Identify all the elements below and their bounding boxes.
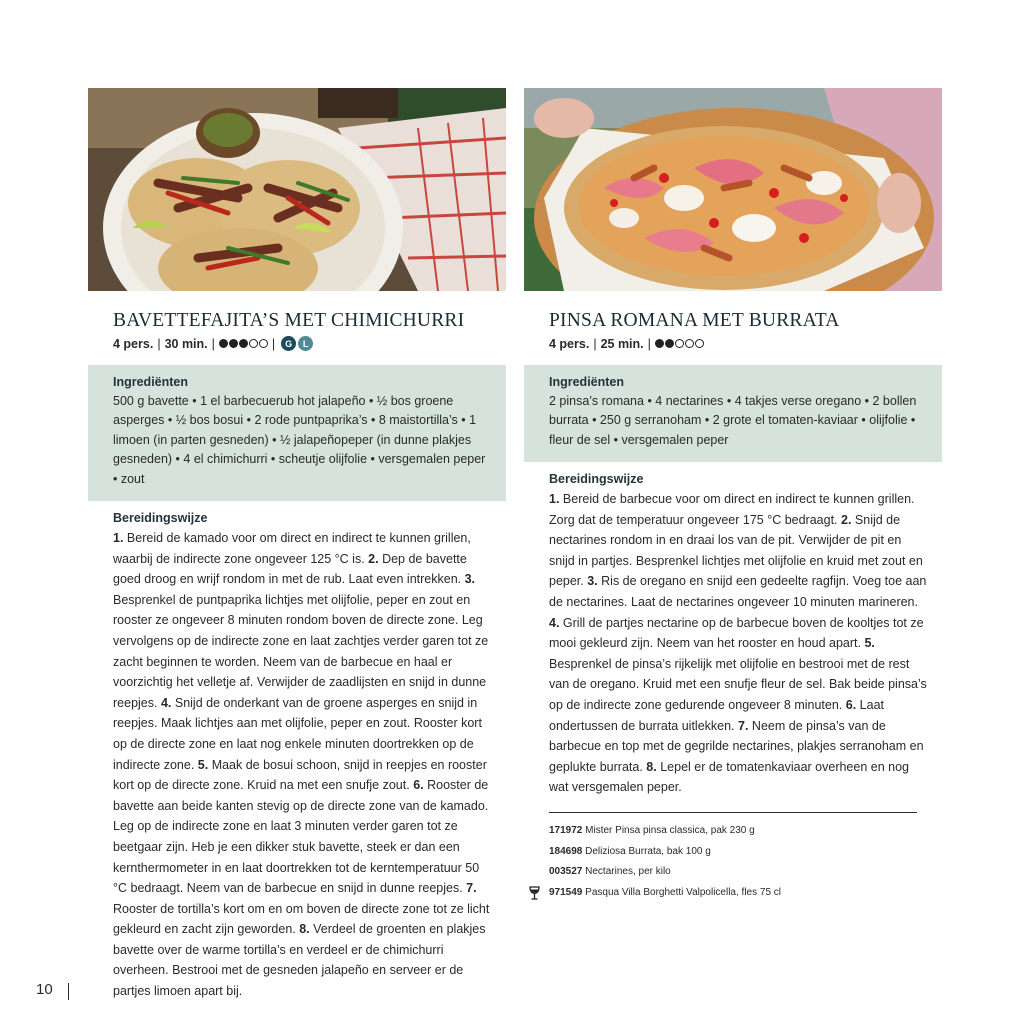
separator: |: [211, 336, 215, 351]
recipe-left: [88, 88, 506, 1002]
difficulty-dot-filled: [655, 339, 664, 348]
difficulty-dot-empty: [685, 339, 694, 348]
recipe-meta: [549, 336, 942, 352]
step-number: 3.: [587, 574, 598, 589]
step-text: Ris de oregano en snijd een gedeelte ragfijn. Voeg toe aan de nectarines. Laat de nectarines ongeveer 10 minuten marineren.: [549, 574, 927, 609]
preparation-steps: [549, 489, 930, 798]
step-text: Maak de bosui schoon, snijd in reepjes en rooster kort op de directe zone. Kruid na met een snufje zout.: [113, 757, 487, 793]
fajita-photo: [88, 88, 506, 291]
step-number: 5.: [864, 636, 875, 651]
product-code: 184698: [549, 845, 583, 857]
servings: 4 pers.: [549, 336, 590, 351]
recipe-meta: [113, 336, 506, 352]
separator: |: [647, 336, 651, 351]
page-number-divider: [68, 983, 69, 1000]
step-text: Bereid de kamado voor om direct en indirect te kunnen grillen, waarbij de indirecte zone ongeveer 125 °C is.: [113, 531, 471, 566]
product-code: 171972: [549, 824, 583, 836]
difficulty-rating: [219, 339, 268, 348]
step-number: 1.: [549, 492, 560, 506]
pinsa-photo-illustration: [524, 88, 942, 291]
product-code: 003527: [549, 866, 583, 878]
step-text: Grill de partjes nectarine op de barbecue boven de kooltjes tot ze mooi gekleurd zijn. Neem van het rooster en houd apart.: [549, 615, 924, 651]
difficulty-dot-empty: [675, 339, 684, 348]
preparation-heading: Bereidingswijze: [113, 511, 208, 525]
step-text: Lepel er de tomatenkaviaar overheen en nog wat versgemalen peper.: [549, 759, 909, 795]
lactose-free-tag: L: [298, 336, 313, 351]
preparation-heading: Bereidingswijze: [549, 472, 644, 486]
separator: |: [593, 336, 597, 351]
ingredients-list: 2 pinsa’s romana • 4 nectarines • 4 takjes verse oregano • 2 bollen burrata • 250 g serranoham • 2 grote el tomaten-kaviaar • olijfolie • fleur de sel • versgemalen peper: [549, 393, 917, 447]
difficulty-rating: [655, 339, 704, 348]
step-text: Besprenkel de puntpaprika lichtjes met olijfolie, peper en zout en rooster ze ongeveer 8 minuten rondom boven de directe zone. Leg vervolgens op de indirecte zone en laat zachtjes verder garen tot ze zacht beginnen te worden. Neem van de barbecue en haal er voorzichtig het velletje af. Verwijder de zaadlijsten en snijd in dunne reepjes.: [113, 592, 489, 710]
product-list: [549, 812, 917, 903]
difficulty-dot-empty: [249, 339, 258, 348]
step-number: 8.: [646, 759, 657, 774]
step-number: 6.: [413, 778, 424, 793]
step-text: Rooster de bavette aan beide kanten stevig op de directe zone van de kamado. Leg op de indirecte zone en laat 3 minuten verder garen tot ze beetgaar zijn. Heb je een dikker stuk bavette, steek er dan een kernthermometer in en laat doortrekken tot de kerntemperatuur 50 °C bedraagt. Neem van de barbecue en snijd in dunne reepjes.: [113, 778, 489, 896]
product-description: Pasqua Villa Borghetti Valpolicella, fles 75 cl: [582, 886, 782, 898]
preparation: [524, 462, 942, 798]
wine-glass-icon: [529, 886, 540, 900]
ingredients-list: 500 g bavette • 1 el barbecuerub hot jalapeño • ½ bos groene asperges • ½ bos bosui • 2 rode puntpaprika’s • 8 maistortilla’s • 1 limoen (in parten gesneden) • ½ jalapeñopeper (in dunne plakjes gesneden) • 4 el chimichurri • scheutje olijfolie • versgemalen peper • zout: [113, 393, 486, 486]
step-number: 5.: [197, 757, 209, 772]
separator: |: [157, 336, 161, 351]
product-row: [549, 821, 917, 842]
product-code: 971549: [549, 886, 583, 898]
step-number: 8.: [299, 922, 310, 937]
difficulty-dot-filled: [229, 339, 238, 348]
prep-time: 30 min.: [164, 336, 208, 351]
product-description: Mister Pinsa pinsa classica, pak 230 g: [582, 824, 755, 836]
step-text: Verdeel de groenten en plakjes bavette over de warme tortilla’s en verdeel er de chimichurri overheen. Bestrooi met de gesneden jalapeño en serveer er de partjes limoen apart bij.: [113, 922, 486, 999]
product-row: [549, 842, 917, 863]
step-text: Rooster de tortilla’s kort om en om boven de directe zone tot ze licht gekleurd en zacht zijn geworden.: [113, 901, 490, 937]
step-text: Besprenkel de pinsa’s rijkelijk met olijfolie en bestrooi met de rest van de oregano. Kruid met een snufje fleur de sel. Bak beide pinsa’s op de indirecte zone gedurende ongeveer 8 minuten.: [549, 656, 927, 712]
step-text: Snijd de onderkant van de groene asperges en snijd in reepjes. Maak lichtjes aan met olijfolie, peper en zout. Rooster kort op de directe zone en laat nog enkele minuten doortrekken op de indirecte zone.: [113, 695, 482, 772]
step-number: 7.: [466, 881, 477, 896]
step-text: Snijd de nectarines rondom in en draai los van de pit. Verwijder de pit en snijd in partjes. Besprenkel lichtjes met olijfolie en kruid met zout en peper.: [549, 512, 923, 589]
recipe-title: PINSA ROMANA MET BURRATA: [549, 310, 840, 331]
difficulty-dot-empty: [259, 339, 268, 348]
step-number: 3.: [464, 572, 476, 587]
separator: |: [271, 336, 276, 351]
step-number: 4.: [160, 695, 172, 710]
step-number: 7.: [738, 718, 749, 733]
product-description: Deliziosa Burrata, bak 100 g: [582, 845, 711, 857]
step-text: Laat ondertussen de burrata uitlekken.: [549, 697, 884, 733]
step-number: 4.: [549, 615, 560, 630]
difficulty-dot-filled: [219, 339, 228, 348]
ingredients-box: [524, 365, 942, 463]
pinsa-photo: [524, 88, 942, 291]
step-text: Dep de bavette goed droog en wrijf rondom in met de rub. Laat even intrekken.: [113, 551, 467, 587]
ingredients-box: [88, 365, 506, 502]
step-number: 1.: [113, 531, 124, 545]
ingredients-heading: Ingrediënten: [113, 374, 189, 389]
recipe-right: [524, 88, 942, 903]
step-text: Neem de pinsa’s van de barbecue en top met de gegrilde nectarines, plakjes serranoham en geplukte burrata.: [549, 718, 924, 774]
prep-time: 25 min.: [600, 336, 644, 351]
step-number: 2.: [368, 551, 379, 566]
difficulty-dot-empty: [695, 339, 704, 348]
product-description: Nectarines, per kilo: [582, 866, 671, 878]
recipe-title: BAVETTEFAJITA’S MET CHIMICHURRI: [113, 310, 465, 331]
step-number: 6.: [845, 697, 857, 712]
product-row: [549, 862, 917, 883]
difficulty-dot-filled: [665, 339, 674, 348]
step-text: Bereid de barbecue voor om direct en indirect te kunnen grillen. Zorg dat de temperatuur ongeveer 175 °C bedraagt.: [549, 492, 915, 527]
fajita-photo-illustration: [88, 88, 506, 291]
page-number: 10: [36, 981, 53, 998]
servings: 4 pers.: [113, 336, 154, 351]
product-row: [549, 883, 917, 904]
preparation: [88, 501, 506, 1002]
ingredients-heading: Ingrediënten: [549, 374, 625, 389]
difficulty-dot-filled: [239, 339, 248, 348]
preparation-steps: [113, 528, 494, 1002]
gluten-free-tag: G: [281, 336, 296, 351]
step-number: 2.: [841, 512, 852, 527]
